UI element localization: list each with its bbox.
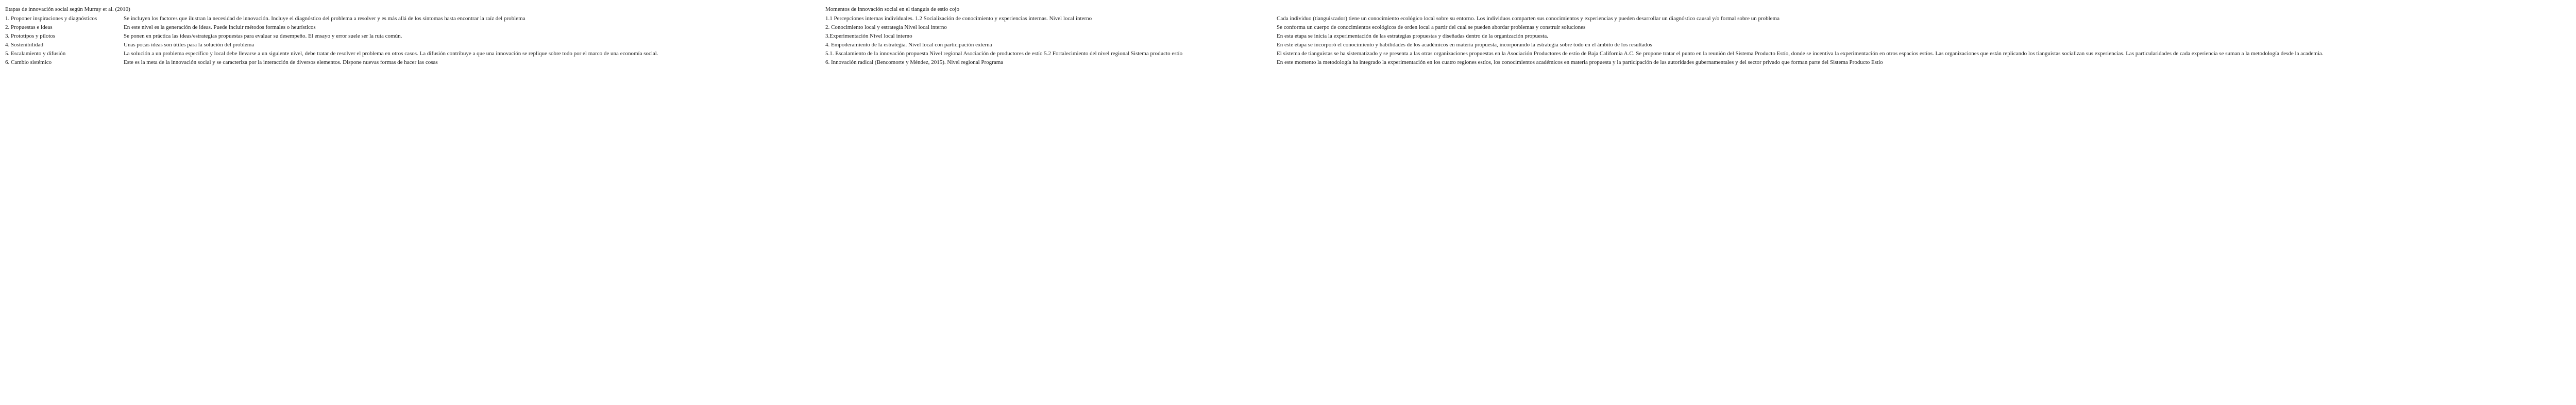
stage-cell: 3. Prototipos y pilotos — [5, 33, 56, 39]
stage-cell: 6. Cambio sistémico — [5, 59, 52, 65]
table-header-row — [4, 4, 2576, 14]
moment-detail-cell: En esta etapa se inicia la experimentación de las estrategias propuestas y diseñadas dentro de la organización propuesta. — [1277, 33, 1548, 39]
stage-description-cell: Se ponen en práctica las ideas/estrategias propuestas para evaluar su desempeño. El ensayo y error suele ser la ruta común. — [124, 33, 402, 39]
header-moments: Momentos de innovación social en el tianguis de estío cojo — [825, 6, 959, 12]
table-row — [4, 23, 2576, 32]
moment-detail-cell: En este momento la metodología ha integrado la experimentación en los cuatro regiones estíos, los conocimientos académicos en materia propuesta y la participación de las autoridades gubernamentales y del sector privado que forman parte del Sistema Producto Estío — [1277, 59, 1883, 65]
table-row — [4, 58, 2576, 67]
moment-detail-cell: En este etapa se incorporó el conocimiento y habilidades de los académicos en materia propuesta, incorporando la estrategia sobre todo en el ámbito de los resultados — [1277, 42, 1652, 48]
stage-cell: 5. Escalamiento y difusión — [5, 50, 66, 57]
stage-description-cell: La solución a un problema específico y local debe llevarse a un siguiente nivel, debe tratar de resolver el problema en otros casos. La difusión contribuye a que una innovación se replique sobre todo por el marco de una economía social. — [124, 50, 658, 57]
stage-cell: 1. Proponer inspiraciones y diagnósticos — [5, 15, 97, 22]
stage-cell: 4. Sostenibilidad — [5, 42, 43, 48]
innovation-stages-table — [4, 4, 2576, 67]
table-body — [4, 4, 2576, 67]
stage-description-cell: Se incluyen los factores que ilustran la necesidad de innovación. Incluye el diagnóstico del problema a resolver y es más allá de los síntomas hasta encontrar la raíz del problema — [124, 15, 526, 22]
moment-cell: 4. Empoderamiento de la estrategia. Nivel local con participación externa — [825, 42, 992, 48]
header-stages: Etapas de innovación social según Murray et al. (2010) — [5, 6, 130, 12]
moment-cell: 1.1 Percepciones internas individuales. 1.2 Socialización de conocimiento y experiencias internas. Nivel local interno — [825, 15, 1092, 22]
moment-cell: 6. Innovación radical (Bencomorte y Méndez, 2015). Nivel regional Programa — [825, 59, 1004, 65]
moment-cell: 2. Conocimiento local y estrategia Nivel local interno — [825, 24, 947, 30]
stage-description-cell: En este nivel es la generación de ideas. Puede incluir métodos formales o heurísticos — [124, 24, 316, 30]
table-row — [4, 32, 2576, 41]
stage-description-cell: Este es la meta de la innovación social y se caracteriza por la interacción de diversos elementos. Dispone nuevas formas de hacer las cosas — [124, 59, 438, 65]
stage-description-cell: Unas pocas ideas son útiles para la solución del problema — [124, 42, 255, 48]
stage-cell: 2. Propuestas e ideas — [5, 24, 53, 30]
table-row — [4, 49, 2576, 58]
moment-cell: 3.Experimentación Nivel local interno — [825, 33, 912, 39]
moment-cell: 5.1. Escalamiento de la innovación propuesta Nivel regional Asociación de productores de estío 5.2 Fortalecimiento del nivel regional Sistema producto estío — [825, 50, 1183, 57]
moment-detail-cell: Se conforma un cuerpo de conocimientos ecológicos de orden local a partir del cual se pueden abordar problemas y construir soluciones — [1277, 24, 1586, 30]
moment-detail-cell: El sistema de tianguistas se ha sistematizado y se presenta a las otras organizaciones propuestas en la Asociación Productores de estío de Baja California A.C. Se propone tratar el punto en la reunión del Sistema Producto Estío, donde se incentiva la experimentación en otros espacios estíos. Las organizaciones que están replicando los tianguistas socializan sus experiencias. Las particularidades de cada experiencia se suman a la metodología desde la academia. — [1277, 50, 2324, 57]
table-row — [4, 14, 2576, 23]
table-row — [4, 41, 2576, 49]
moment-detail-cell: Cada individuo (tianguiscador) tiene un conocimiento ecológico local sobre su entorno. Los individuos comparten sus conocimientos y experiencias y pueden desarrollar un diagnóstico causal y/o formal sobre un problema — [1277, 15, 1780, 22]
